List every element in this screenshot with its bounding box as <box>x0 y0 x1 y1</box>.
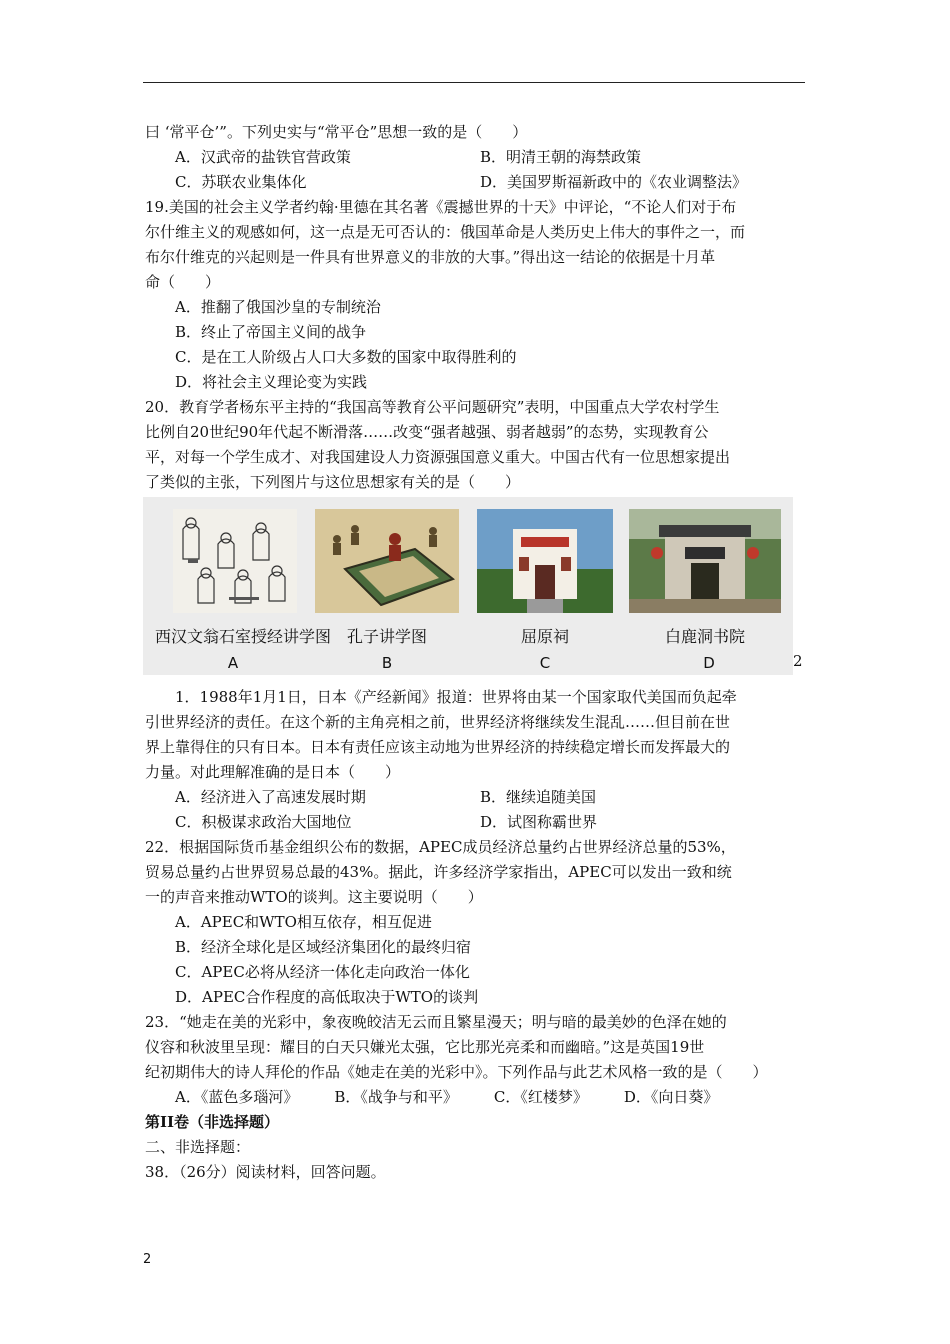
q21-options-row-1 <box>145 785 810 810</box>
q19-option-c: C．是在工人阶级占人口大多数的国家中取得胜利的 <box>175 348 517 366</box>
q20-stem-line: 平，对每一个学生成才、对我国建设人力资源强国意义重大。中国古代有一位思想家提出 <box>145 448 731 466</box>
q21-stem-line: 界上靠得住的只有日本。日本有责任应该主动地为世界经济的持续稳定增长而发挥最大的 <box>145 738 731 756</box>
figure-trailing-number: 2 <box>793 652 803 670</box>
exam-page <box>145 120 810 1185</box>
q22-stem-line: 22．根据国际货币基金组织公布的数据，APEC成员经济总量约占世界经济总量的53%， <box>145 838 736 856</box>
page-number: 2 <box>143 1252 152 1267</box>
header-rule <box>143 82 805 83</box>
q19-stem-line: 19.美国的社会主义学者约翰·里德在其名著《震撼世界的十天》中评论，“不论人们对于布 <box>145 198 737 216</box>
q21-option-a: A．经济进入了高速发展时期 <box>175 788 366 806</box>
q23-stem-line: 仪容和秋波里呈现：耀目的白天只嫌光太强，它比那光亮柔和而幽暗。”这是英国19世 <box>145 1038 705 1056</box>
q23-option-c: C．《红楼梦》 <box>493 1088 588 1106</box>
q22-option-c: C．APEC必将从经济一体化走向政治一体化 <box>175 963 470 981</box>
figure-letter-c: C <box>539 654 551 672</box>
q21-option-c: C．积极谋求政治大国地位 <box>175 813 352 831</box>
figure-caption-c: 屈原祠 <box>520 627 569 646</box>
q23-option-a: A．《蓝色多瑙河》 <box>175 1088 299 1106</box>
q23-option-b: B．《战争与和平》 <box>334 1088 458 1106</box>
q23-options <box>145 1085 810 1110</box>
q20-stem-line: 20．教育学者杨东平主持的“我国高等教育公平问题研究”表明，中国重点大学农村学生 <box>145 398 720 416</box>
figure-caption-d: 白鹿洞书院 <box>664 627 745 646</box>
q20-stem-line: 了类似的主张，下列图片与这位思想家有关的是（ ） <box>145 473 521 491</box>
q21-options-row-2 <box>145 810 810 835</box>
figure-letter-d: D <box>703 654 715 672</box>
q21-stem-line: 引世界经济的责任。在这个新的主角亮相之前，世界经济将继续发生混乱……但目前在世 <box>145 713 731 731</box>
figure-caption-b: 孔子讲学图 <box>346 627 427 646</box>
q19-option-d: D．将社会主义理论变为实践 <box>175 373 368 391</box>
q23-stem-line: 23．“她走在美的光彩中，象夜晚皎洁无云而且繁星漫天；明与暗的最美妙的色泽在她的 <box>145 1013 727 1031</box>
figure-caption-a: 西汉文翁石室授经讲学图 <box>154 627 331 646</box>
q22-stem-line: 贸易总量约占世界贸易总最的43%。据此，许多经济学家指出，APEC可以发出一致和统 <box>145 863 732 881</box>
q21-option-b: B．继续追随美国 <box>480 788 597 806</box>
q38-stem: 38．（26分）阅读材料，回答问题。 <box>145 1163 386 1181</box>
q22-option-b: B．经济全球化是区域经济集团化的最终归宿 <box>175 938 472 956</box>
q18-option-c: C．苏联农业集体化 <box>175 173 307 191</box>
q21-option-d: D．试图称霸世界 <box>480 813 598 831</box>
q20-stem-line: 比例自20世纪90年代起不断滑落……改变“强者越强、弱者越弱”的态势，实现教育公 <box>145 423 709 441</box>
quyuan-shrine-photo <box>477 509 613 613</box>
q22-stem-line: 一的声音来推动WTO的谈判。这主要说明（ ） <box>145 888 483 906</box>
bailudong-academy-photo <box>629 509 781 613</box>
q19-option-b: B．终止了帝国主义间的战争 <box>175 323 367 341</box>
q22-option-d: D．APEC合作程度的高低取决于WTO的谈判 <box>175 988 479 1006</box>
q19-option-a: A．推翻了俄国沙皇的专制统治 <box>175 298 381 316</box>
q18-option-d: D．美国罗斯福新政中的《农业调整法》 <box>480 173 748 191</box>
wenweng-lecture-drawing <box>173 509 297 613</box>
q19-stem-line: 命（ ） <box>145 273 221 291</box>
q21-stem-line: 1．1988年1月1日，日本《产经新闻》报道：世界将由某一个国家取代美国而负起牵 <box>175 688 737 706</box>
q20-figure <box>143 497 803 675</box>
q23-option-d: D．《向日葵》 <box>623 1088 719 1106</box>
q18-option-b: B．明清王朝的海禁政策 <box>480 148 642 166</box>
q18-options-row-1 <box>145 145 810 170</box>
q19-stem-line: 尔什维主义的观感如何，这一点是无可否认的：俄国革命是人类历史上伟大的事件之一，而 <box>145 223 746 241</box>
q18-options-row-2 <box>145 170 810 195</box>
q22-option-a: A．APEC和WTO相互依存，相互促进 <box>175 913 432 931</box>
part2-title: 第II卷（非选择题） <box>145 1113 280 1131</box>
q19-stem-line: 布尔什维克的兴起则是一件具有世界意义的非放的大事。”得出这一结论的依据是十月革 <box>145 248 716 266</box>
part2-section: 二、非选择题： <box>145 1138 251 1156</box>
confucius-lecture-painting <box>315 509 459 613</box>
q18-stem: 曰 ‘常平仓’”。下列史实与“常平仓”思想一致的是（ ） <box>145 123 528 141</box>
figure-letter-a: A <box>227 654 239 672</box>
q21-stem-line: 力量。对此理解准确的是日本（ ） <box>145 763 401 781</box>
q18-option-a: A．汉武帝的盐铁官营政策 <box>175 148 351 166</box>
q23-stem-line: 纪初期伟大的诗人拜伦的作品《她走在美的光彩中》。下列作品与此艺术风格一致的是（ ） <box>145 1063 768 1081</box>
figure-letter-b: B <box>381 654 393 672</box>
